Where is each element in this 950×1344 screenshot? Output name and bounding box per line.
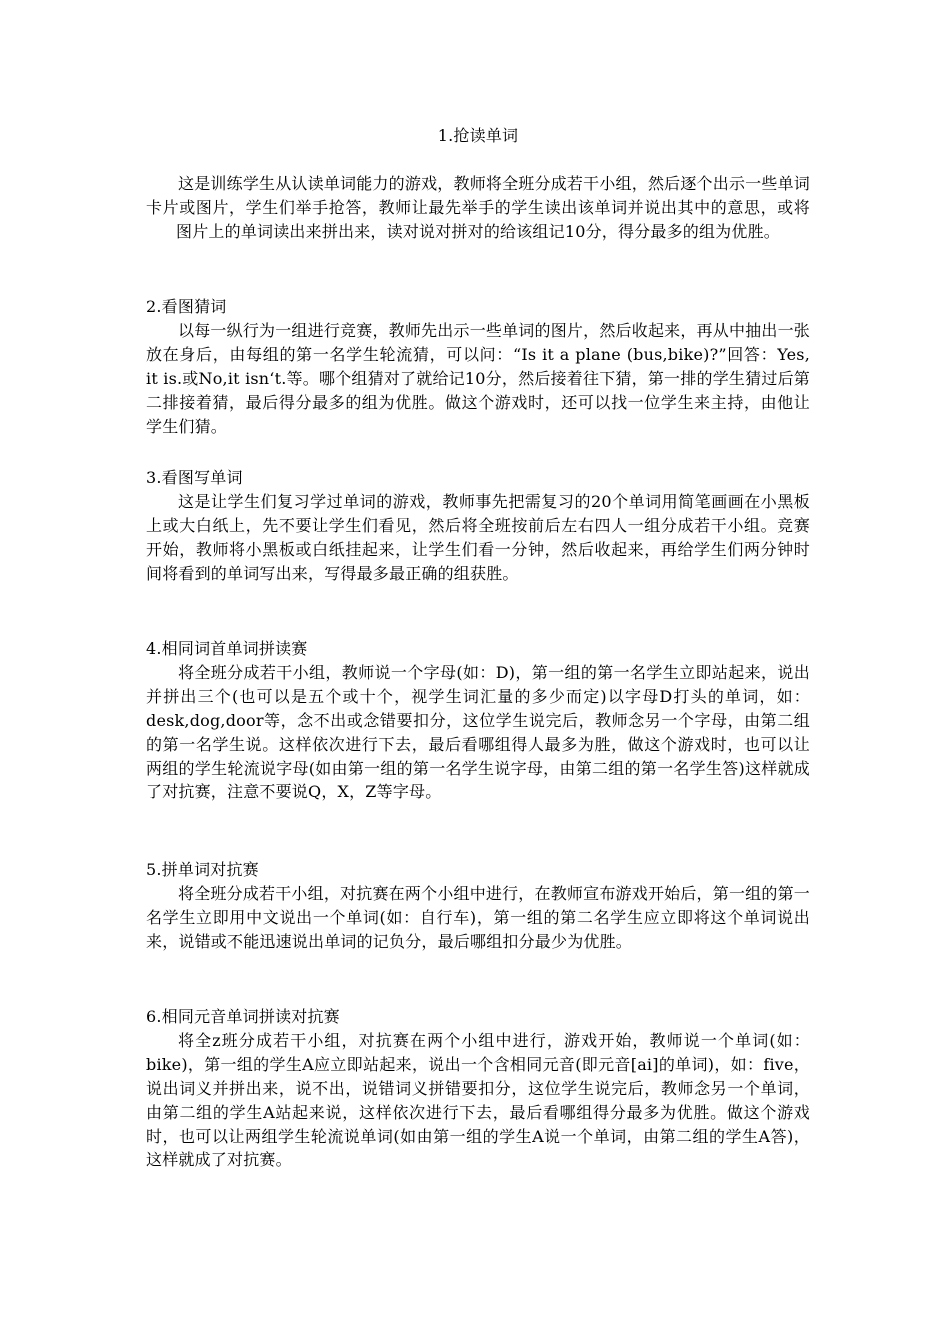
section-3 xyxy=(146,466,810,586)
section-heading: 2.看图猜词 xyxy=(146,297,227,316)
section-heading: 3.看图写单词 xyxy=(146,468,243,487)
section-5 xyxy=(146,858,810,954)
section-body: 将全z班分成若干小组，对抗赛在两个小组中进行，游戏开始，教师说一个单词(如：bike)，第一组的学生A应立即站起来，说出一个含相同元音(即元音[ai]的单词)，如：five，说出词义并拼出来，说不出，说错词义拼错要扣分，这位学生说完后，教师念另一个单词，由第二组的学生A站起来说，这样依次进行下去，最后看哪组得分最多为优胜。做这个游戏时，也可以让两组学生轮流说单词(如由第一组的学生A说一个单词，由第二组的学生A答)，这样就成了对抗赛。 xyxy=(146,1030,810,1170)
section-body: 以每一纵行为一组进行竞赛，教师先出示一些单词的图片，然后收起来，再从中抽出一张放在身后，由每组的第一名学生轮流猜，可以问：“Is it a plane (bus,bike)?”回答：Yes, it is.或No,it isn‘t.等。哪个组猜对了就给记10分，然后接着往下猜，第一排的学生猜过后第二排接着猜，最后得分最多的组为优胜。做这个游戏时，还可以找一位学生来主持，由他让学生们猜。 xyxy=(146,320,810,436)
section-6 xyxy=(146,1005,810,1172)
section-body: 这是训练学生从认读单词能力的游戏，教师将全班分成若干小组，然后逐个出示一些单词卡片或图片，学生们举手抢答，教师让最先举手的学生读出该单词并说出其中的意思，或将图片上的单词读出来拼出来，读对说对拼对的给该组记10分，得分最多的组为优胜。 xyxy=(146,173,810,241)
section-body: 这是让学生们复习学过单词的游戏，教师事先把需复习的20个单词用简笔画画在小黑板上或大白纸上，先不要让学生们看见，然后将全班按前后左右四人一组分成若干小组。竞赛开始，教师将小黑板或白纸挂起来，让学生们看一分钟，然后收起来，再给学生们两分钟时间将看到的单词写出来，写得最多最正确的组获胜。 xyxy=(146,491,810,583)
section-heading: 5.拼单词对抗赛 xyxy=(146,860,259,879)
section-2 xyxy=(146,295,810,438)
section-1 xyxy=(146,124,810,244)
section-heading: 6.相同元音单词拼读对抗赛 xyxy=(146,1007,340,1026)
section-4 xyxy=(146,637,810,804)
section-heading: 1.抢读单词 xyxy=(437,126,519,145)
section-body: 将全班分成若干小组，对抗赛在两个小组中进行，在教师宣布游戏开始后，第一组的第一名学生立即用中文说出一个单词(如：自行车)，第一组的第二名学生应立即将这个单词说出来，说错或不能迅速说出单词的记负分，最后哪组扣分最少为优胜。 xyxy=(146,883,810,951)
section-heading: 4.相同词首单词拼读赛 xyxy=(146,639,308,658)
section-body: 将全班分成若干小组，教师说一个字母(如：D)，第一组的第一名学生立即站起来，说出并拼出三个(也可以是五个或十个，视学生词汇量的多少而定)以字母D打头的单词，如：desk,dog,door等，念不出或念错要扣分，这位学生说完后，教师念另一个字母，由第二组的第一名学生说。这样依次进行下去，最后看哪组得人最多为胜，做这个游戏时，也可以让两组的学生轮流说字母(如由第一组的第一名学生说字母，由第二组的第一名学生答)这样就成了对抗赛，注意不要说Q，X，Z等字母。 xyxy=(146,662,810,802)
